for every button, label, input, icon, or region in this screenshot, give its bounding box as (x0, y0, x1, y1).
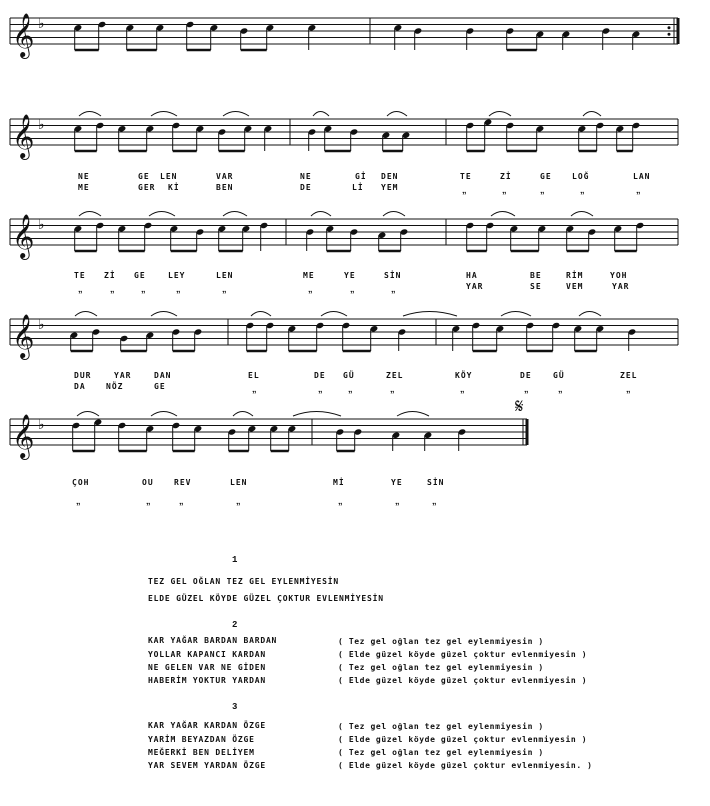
ditto-mark: „ (460, 384, 465, 394)
ditto-mark: „ (222, 284, 227, 294)
flat-key-signature-icon: ♭ (38, 16, 45, 32)
verse-1-line-2: ELDE GÜZEL KÖYDE GÜZEL ÇOKTUR EVLENMİYESİN (148, 594, 384, 603)
slur (579, 312, 601, 317)
treble-clef-icon: 𝄞 (12, 314, 35, 358)
lyric-syllable: ÇOH (72, 478, 90, 487)
lyric-syllable: RİM (566, 271, 584, 280)
lyric-syllable: GER (138, 183, 156, 192)
lyric-syllable: LEN (216, 271, 234, 280)
verse-2-line-2: YOLLAR KAPANCI KARDAN (148, 650, 266, 659)
lyric-syllable: DEN (381, 172, 399, 181)
lyric-syllable: ME (78, 183, 90, 192)
verse-2-refrain-3: ( Tez gel oğlan tez gel eylenmiyesin ) (338, 663, 544, 672)
lyric-syllable: SE (530, 282, 542, 291)
lyric-syllable: Zİ (104, 271, 116, 280)
slur (151, 312, 177, 317)
lyric-syllable: DE (520, 371, 532, 380)
lyric-syllable: LOĞ (572, 172, 590, 181)
slur (321, 312, 347, 317)
ditto-mark: „ (391, 284, 396, 294)
lyric-syllable: OU (142, 478, 154, 487)
ditto-mark: „ (636, 185, 641, 195)
lyric-syllable: LEN (230, 478, 248, 487)
ditto-mark: „ (252, 384, 257, 394)
lyric-syllable: KÖY (455, 371, 473, 380)
lyric-syllable: SİN (384, 271, 402, 280)
lyric-syllable: LEN (160, 172, 178, 181)
repeat-dot (668, 33, 671, 36)
lyric-syllable: HA (466, 271, 478, 280)
ditto-mark: „ (141, 284, 146, 294)
lyric-syllable: Kİ (168, 183, 180, 192)
lyric-syllable: YEM (381, 183, 399, 192)
ditto-mark: „ (580, 185, 585, 195)
flat-key-signature-icon: ♭ (38, 117, 45, 133)
lyric-syllable: DE (300, 183, 312, 192)
lyric-syllable: VAR (216, 172, 234, 181)
slur (293, 412, 341, 417)
lyric-syllable: TE (74, 271, 86, 280)
slur (223, 212, 247, 217)
slur (151, 112, 177, 117)
verse-2-refrain-4: ( Elde güzel köyde güzel çoktur evlenmiyesin ) (338, 676, 588, 685)
slur (251, 312, 271, 317)
lyric-syllable: GÜ (553, 371, 565, 380)
ditto-mark: „ (78, 284, 83, 294)
verse-2-refrain-2: ( Elde güzel köyde güzel çoktur evlenmiyesin ) (338, 650, 588, 659)
lyric-syllable: Lİ (352, 183, 364, 192)
verse-3-refrain-3: ( Tez gel oğlan tez gel eylenmiyesin ) (338, 748, 544, 757)
lyric-syllable: YOH (610, 271, 628, 280)
ditto-mark: „ (432, 496, 437, 506)
lyric-syllable: SİN (427, 478, 445, 487)
lyric-syllable: DE (314, 371, 326, 380)
slur (383, 212, 405, 217)
verse-3-line-2: YARİM BEYAZDAN ÖZGE (148, 735, 255, 744)
lyric-syllable: GE (138, 172, 150, 181)
lyric-syllable: REV (174, 478, 192, 487)
verse-3-number: 3 (232, 702, 238, 712)
slur (397, 412, 429, 417)
lyric-syllable: Zİ (500, 172, 512, 181)
verse-1-line-1: TEZ GEL OĞLAN TEZ GEL EYLENMİYESİN (148, 577, 339, 586)
lyric-syllable: YE (344, 271, 356, 280)
lyric-syllable: ME (303, 271, 315, 280)
ditto-mark: „ (308, 284, 313, 294)
lyric-syllable: Gİ (355, 172, 367, 181)
lyric-syllable: YE (391, 478, 403, 487)
slur (79, 212, 101, 217)
slur (77, 412, 99, 417)
ditto-mark: „ (236, 496, 241, 506)
lyric-syllable: LEY (168, 271, 186, 280)
slur (489, 112, 511, 117)
ditto-mark: „ (338, 496, 343, 506)
flat-key-signature-icon: ♭ (38, 417, 45, 433)
ditto-mark: „ (558, 384, 563, 394)
lyric-syllable: DAN (154, 371, 172, 380)
lyric-syllable: NE (300, 172, 312, 181)
slur (79, 112, 101, 117)
lyric-syllable: Mİ (333, 478, 345, 487)
lyric-syllable: YAR (466, 282, 484, 291)
lyric-syllable: EL (248, 371, 260, 380)
treble-clef-icon: 𝄞 (12, 414, 35, 458)
ditto-mark: „ (350, 284, 355, 294)
ditto-mark: „ (395, 496, 400, 506)
verse-2-line-4: HABERİM YOKTUR YARDAN (148, 676, 266, 685)
lyric-syllable: DUR (74, 371, 92, 380)
lyric-syllable: NÖZ (106, 382, 124, 391)
lyric-syllable: BEN (216, 183, 234, 192)
verse-3-line-3: MEĞERKİ BEN DELİYEM (148, 748, 255, 757)
slur (149, 212, 175, 217)
ditto-mark: „ (110, 284, 115, 294)
slur (151, 412, 177, 417)
slur (313, 112, 329, 117)
lyric-syllable: GE (540, 172, 552, 181)
lyric-syllable: GE (154, 382, 166, 391)
flat-key-signature-icon: ♭ (38, 217, 45, 233)
slur (501, 312, 531, 317)
verse-2-number: 2 (232, 620, 238, 630)
segno-icon: 𝄋 (515, 394, 524, 418)
slur (571, 212, 593, 217)
treble-clef-icon: 𝄞 (12, 13, 35, 57)
verse-3-refrain-2: ( Elde güzel köyde güzel çoktur evlenmiyesin ) (338, 735, 588, 744)
lyric-syllable: YAR (612, 282, 630, 291)
ditto-mark: „ (626, 384, 631, 394)
ditto-mark: „ (540, 185, 545, 195)
lyric-syllable: VEM (566, 282, 584, 291)
repeat-dot (668, 26, 671, 29)
verse-3-refrain-4: ( Elde güzel köyde güzel çoktur evlenmiyesin. ) (338, 761, 593, 770)
slur (403, 312, 457, 317)
ditto-mark: „ (462, 185, 467, 195)
lyric-syllable: GE (134, 271, 146, 280)
verse-2-refrain-1: ( Tez gel oğlan tez gel eylenmiyesin ) (338, 637, 544, 646)
lyric-syllable: ZEL (386, 371, 404, 380)
ditto-mark: „ (318, 384, 323, 394)
verse-3-refrain-1: ( Tez gel oğlan tez gel eylenmiyesin ) (338, 722, 544, 731)
slur (583, 112, 601, 117)
ditto-mark: „ (176, 284, 181, 294)
ditto-mark: „ (390, 384, 395, 394)
treble-clef-icon: 𝄞 (12, 114, 35, 158)
slur (75, 312, 97, 317)
lyric-syllable: TE (460, 172, 472, 181)
lyric-syllable: YAR (114, 371, 132, 380)
slur (223, 112, 249, 117)
ditto-mark: „ (179, 496, 184, 506)
lyric-syllable: LAN (633, 172, 651, 181)
verse-3-line-4: YAR SEVEM YARDAN ÖZGE (148, 761, 266, 770)
flat-key-signature-icon: ♭ (38, 317, 45, 333)
lyric-syllable: NE (78, 172, 90, 181)
ditto-mark: „ (76, 496, 81, 506)
verse-2-line-1: KAR YAĞAR BARDAN BARDAN (148, 636, 278, 645)
treble-clef-icon: 𝄞 (12, 214, 35, 258)
ditto-mark: „ (502, 185, 507, 195)
slur (491, 212, 515, 217)
ditto-mark: „ (348, 384, 353, 394)
ditto-mark: „ (146, 496, 151, 506)
lyric-syllable: GÜ (343, 371, 355, 380)
lyric-syllable: ZEL (620, 371, 638, 380)
slur (311, 212, 331, 217)
verse-1-number: 1 (232, 555, 238, 565)
verse-2-line-3: NE GELEN VAR NE GİDEN (148, 663, 266, 672)
verse-3-line-1: KAR YAĞAR KARDAN ÖZGE (148, 721, 266, 730)
slur (387, 112, 407, 117)
ditto-mark: „ (524, 384, 529, 394)
lyric-syllable: BE (530, 271, 542, 280)
slur (233, 412, 253, 417)
lyric-syllable: DA (74, 382, 86, 391)
